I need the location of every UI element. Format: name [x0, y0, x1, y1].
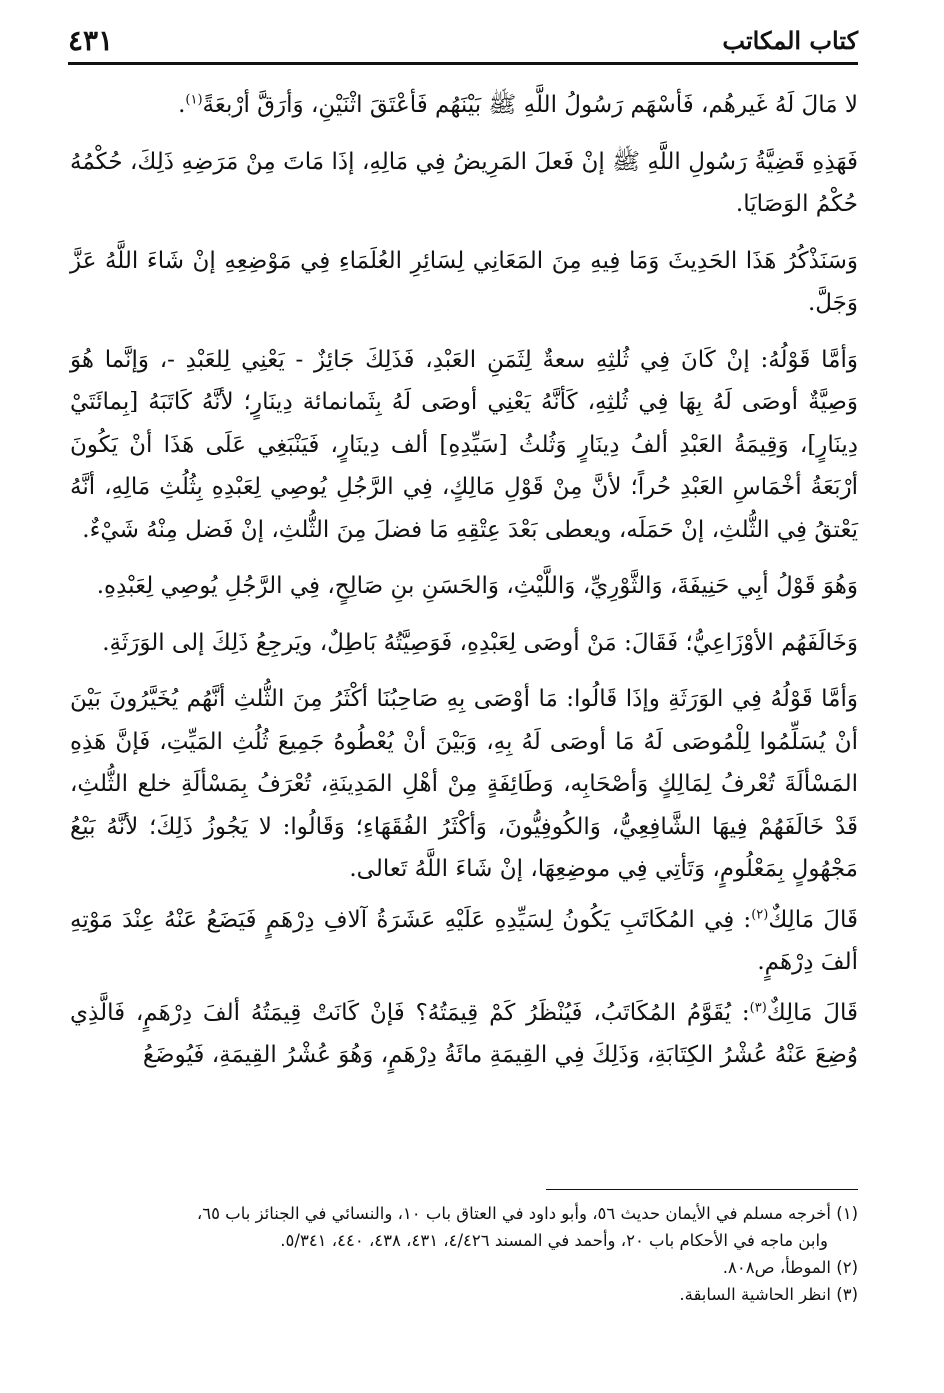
footnote-continuation: وابن ماجه في الأحكام باب ٢٠، وأحمد في المسند ٤/٤٢٦، ٤٣١، ٤٣٨، ٤٤٠، ٥/٣٤١. [280, 1231, 828, 1250]
main-text [70, 84, 858, 1085]
paragraph-text: وَهُوَ قَوْلُ أبِي حَنِيفَةَ، وَالثَّوْرِيِّ، وَاللَّيْثِ، وَالحَسَنِ بنِ صَالِحٍ، فِي الرَّجُلِ يُوصِي لِعَبْدِهِ. [96, 573, 858, 599]
paragraph [70, 240, 858, 325]
footnote-ref: (١) [185, 92, 203, 108]
paragraph-text: قَالَ مَالِكٌ [766, 999, 859, 1026]
footnote: (٣) انظر الحاشية السابقة. [679, 1285, 858, 1304]
paragraph [70, 622, 858, 665]
paragraph-text: قَالَ مَالِكٌ [768, 906, 859, 933]
chapter-title: كتاب المكاتب [722, 25, 858, 55]
paragraph [70, 565, 858, 608]
paragraph-tail: : يُقَوَّمُ المُكَاتَبُ، فَيُنْظَرُ كَمْ قِيمَتُهُ؟ فَإنْ كَانَتْ قِيمَتُهُ ألفَ دِرْهَمٍ، فَالَّذِي وُضِعَ عَنْهُ عُشْرُ الكِتَابَةِ، وَذَلِكَ فِي القِيمَةِ مائَةُ دِرْهَمٍ، وَهُوَ عُشْرُ القِيمَةِ، فَيُوضَعُ [70, 999, 858, 1068]
paragraph [70, 992, 858, 1077]
paragraph [70, 84, 858, 127]
paragraph-text: وَخَالَفَهُم الأوْزَاعِيُّ؛ فَقَالَ: مَنْ أوصَى لِعَبْدِهِ، فَوَصِيَّتُهُ بَاطِلٌ، ويَرجِعُ ذَلِكَ إلى الوَرَثَةِ. [102, 629, 858, 656]
footnote-ref: (٢) [751, 906, 769, 922]
footnote: (٢) الموطأ، ص٨٠٨. [722, 1258, 858, 1277]
footnote-separator [546, 1189, 858, 1190]
paragraph [70, 678, 858, 891]
paragraph-text: وَأمَّا قَوْلُهُ فِي الوَرَثَةِ وإذَا قَالُوا: مَا أوْصَى بِهِ صَاحِبُنَا أكْثَرُ مِنَ الثُّلثِ أنَّهُم يُخَيَّرُونَ بَيْنَ أنْ يُسَلِّمُوا لِلْمُوصَى لَهُ مَا أوصَى لَهُ بِهِ، وَبَيْنَ أنْ يُعْطُوهُ جَمِيعَ ثُلُثِ المَيِّتِ، فَإنَّ هَذِهِ المَسْألَةَ تُعْرفُ لِمَالِكٍ وَأصْحَابِه، وَطَائِفَةٍ مِنْ أهْلِ المَدِينَةِ، تُعْرَفُ بِمَسْألَةِ خلع الثُّلثِ، قَدْ خَالَفَهُمْ فِيهَا الشَّافِعِيُّ، وَالكُوفِيُّونَ، وَأكْثَرُ الفُقَهَاءِ؛ وَقَالُوا: لا يَجُوزُ ذَلِكَ؛ لأنَّهُ بَيْعُ مَجْهُولٍ بِمَعْلُومٍ، وَتَأتِي فِي موضِعِهَا، إنْ شَاءَ اللَّهُ تَعالى. [70, 686, 858, 882]
paragraph [70, 141, 858, 226]
paragraph-tail: : فِي المُكَاتَبِ يَكُونُ لِسَيِّدِهِ عَلَيْهِ عَشَرَةُ آلافِ دِرْهَمٍ فَيَضَعُ عَنْهُ عِنْدَ مَوْتِهِ ألفَ دِرْهَمٍ. [70, 906, 858, 975]
paragraph-text: لا مَالَ لَهُ غَيرهُم، فَأسْهَم رَسُولُ اللَّهِ ﷺ بَيْنَهُم فَأعْتَقَ اثْنَيْنِ، وَأرَقَّ أرْبعَةً [202, 92, 858, 118]
paragraph-text: وَأمَّا قَوْلُهُ: إنْ كَانَ فِي ثُلثِهِ سعةٌ لِثَمَنِ العَبْدِ، فَذَلِكَ جَائِزٌ - يَعْنِي لِلعَبْدِ -، وَإنَّما هُوَ وَصِيَّةٌ أوصَى لَهُ بِهَا فِي ثُلثِهِ، كَأنَّهُ يَعْنِي أوصَى لَهُ بِثَمانمائة دِينَارٍ؛ لأنَّهُ كَاتَبَهُ [بِمائَتَيْ دِينَارٍ]، وَقِيمَةُ العَبْدِ ألفُ دِينَارٍ وَثُلثُ [سَيِّدِهِ] ألف دِينَارٍ، فَيَنْبَغِي عَلَى هَذَا أنْ يَكُونَ أرْبَعَةُ أخْمَاسِ العَبْدِ حُراً؛ لأنَّ مِنْ قَوْلِ مَالِكٍ، فِي الرَّجُلِ يُوصِي لِعَبْدِهِ بِثُلُثِ مَالِهِ، أنَّهُ يَعْتقُ فِي الثُّلثِ، إنْ حَمَلَه، ويعطى بَعْدَ عِتْقِهِ مَا فضلَ مِنَ الثُّلثِ، إنْ فَضل مِنْهُ شَيْءٌ. [70, 346, 858, 543]
page-number: ٤٣١ [68, 23, 114, 57]
paragraph-text: فَهَذِهِ قَضِيَّةُ رَسُولِ اللَّهِ ﷺ إنْ فَعلَ المَرِيضُ فِي مَالِهِ، إذَا مَاتَ مِنْ مَرَضِهِ ذَلِكَ، حُكْمُهُ حُكْمُ الوَصَايَا. [70, 148, 858, 217]
paragraph-text: وَسَنَذْكُرُ هَذَا الحَدِيثَ وَمَا فِيهِ مِنَ المَعَانِي لِسَائِرِ العُلَمَاءِ فِي مَوْضِعِهِ إنْ شَاءَ اللَّهُ عَزَّ وَجَلَّ. [70, 247, 858, 316]
running-header [68, 18, 858, 65]
footnotes [70, 1200, 858, 1308]
paragraph [70, 339, 858, 552]
footnote: (١) أخرجه مسلم في الأيمان حديث ٥٦، وأبو داود في العتاق باب ١٠، والنسائي في الجنائز باب ٦٥، [196, 1204, 858, 1223]
paragraph [70, 899, 858, 984]
paragraph-tail: . [178, 92, 186, 118]
footnote-ref: (٣) [749, 999, 767, 1015]
